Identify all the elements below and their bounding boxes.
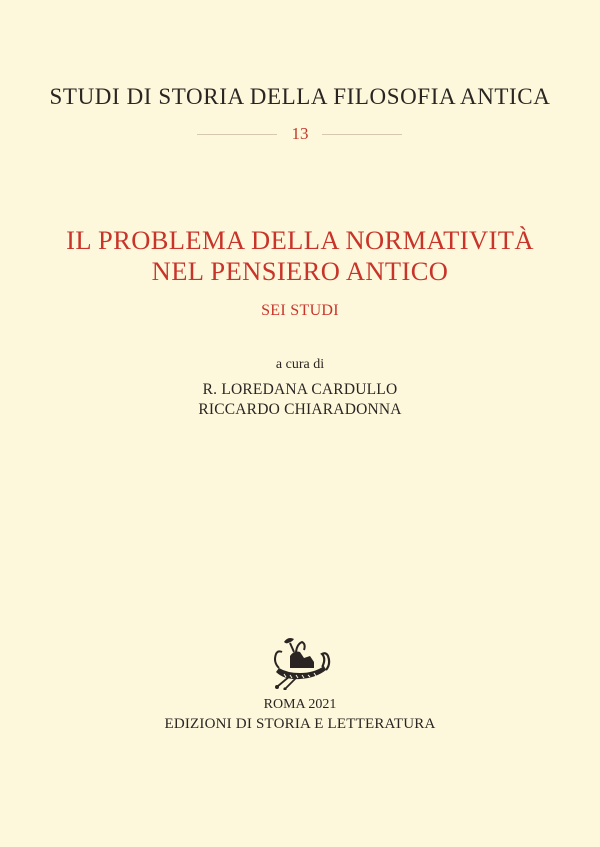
volume-number: 13 [291, 124, 309, 143]
editors-intro: a cura di [275, 357, 325, 372]
place-year: ROMA 2021 [263, 697, 337, 712]
publisher-name: EDIZIONI DI STORIA E LETTERATURA [164, 716, 436, 732]
ship-logo-icon [270, 632, 332, 690]
editor-name-2: RICCARDO CHIARADONNA [198, 401, 402, 418]
series-title: STUDI DI STORIA DELLA FILOSOFIA ANTICA [49, 84, 551, 109]
book-title-line-1: IL PROBLEMA DELLA NORMATIVITÀ [66, 225, 534, 255]
book-subtitle: SEI STUDI [261, 302, 339, 319]
book-title-line-2: NEL PENSIERO ANTICO [151, 256, 449, 286]
divider-right [322, 134, 402, 135]
editor-name-1: R. LOREDANA CARDULLO [202, 381, 398, 398]
